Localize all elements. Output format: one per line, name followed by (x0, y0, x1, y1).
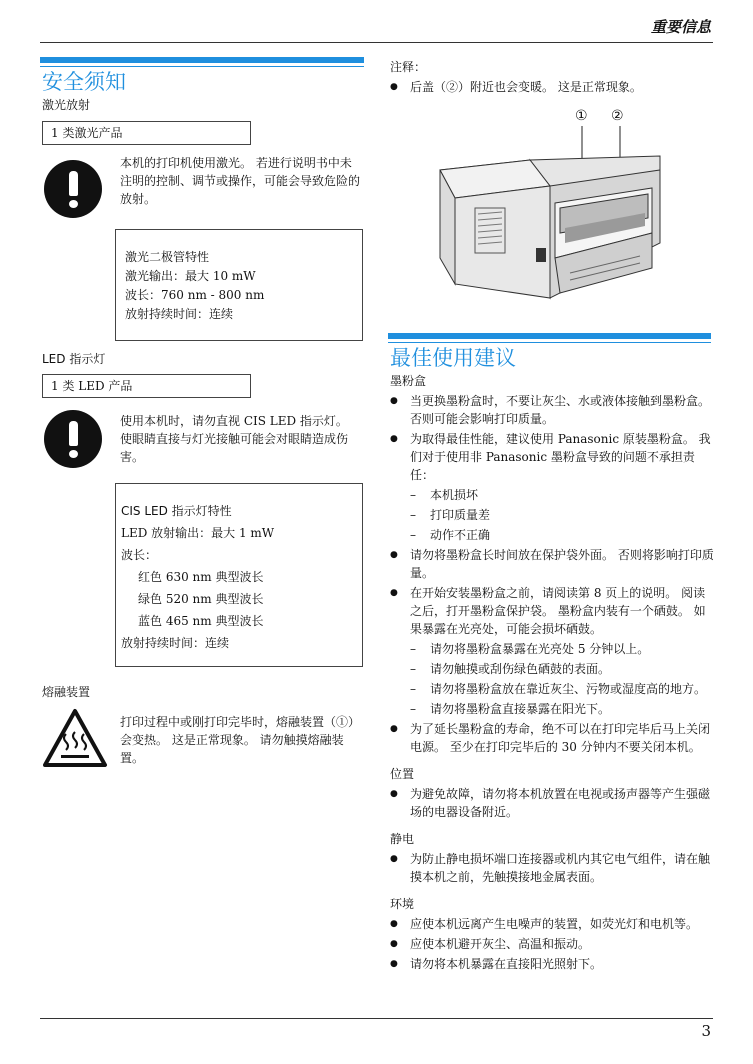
toner-subitem: – 请勿将墨粉盒暴露在光亮处 5 分钟以上。 (390, 640, 715, 658)
location-list (390, 785, 715, 821)
toner-subitem: – 打印质量差 (390, 506, 715, 524)
toner-heading: 墨粉盒 (390, 374, 427, 388)
toner-subitem: – 动作不正确 (390, 526, 715, 544)
environment-item: ● 请勿将本机暴露在直接阳光照射下。 (390, 955, 715, 973)
laser-spec-line: 放射持续时间：连续 (125, 307, 234, 321)
laser-heading: 激光放射 (42, 98, 91, 112)
section-title-best-use: 最佳使用建议 (390, 346, 516, 370)
laser-spec-box (115, 229, 363, 341)
section-title-safety: 安全须知 (42, 70, 126, 94)
page-number: 3 (701, 1022, 711, 1040)
led-warning-text: 使用本机时，请勿直视 CIS LED 指示灯。 使眼睛直接与灯光接触可能会对眼睛造成伤害。 (120, 414, 349, 464)
toner-sublist (390, 640, 715, 718)
footer-divider (40, 1018, 713, 1019)
led-spec-line: 波长： (121, 548, 158, 562)
static-heading: 静电 (390, 832, 415, 846)
toner-subitem: – 本机损坏 (390, 486, 715, 504)
laser-warning-text: 本机的打印机使用激光。 若进行说明书中未注明的控制、调节或操作，可能会导致危险的放射。 (120, 156, 361, 206)
header-divider (40, 42, 713, 43)
led-spec-box (115, 483, 363, 667)
static-list (390, 850, 715, 886)
toner-item: ● 请勿将墨粉盒长时间放在保护袋外面。 否则将影响打印质量。 (390, 546, 715, 582)
warning-icon (44, 160, 102, 218)
best-use-content (390, 372, 715, 975)
led-spec-line: LED 放射输出：最大 1 mW (121, 526, 275, 540)
laser-class-label: 1 类激光产品 (51, 126, 123, 140)
note-item: ● 后盖（②）附近也会变暖。 这是正常现象。 (390, 78, 715, 96)
toner-subitem: – 请勿触摸或刮伤绿色硒鼓的表面。 (390, 660, 715, 678)
note-label: 注释： (390, 60, 427, 74)
printer-rear-illustration (430, 108, 670, 308)
note-list (390, 78, 715, 98)
toner-item: ● 为了延长墨粉盒的寿命，绝不可以在打印完毕后马上关闭电源。 至少在打印完毕后的 30 分钟内不要关闭本机。 (390, 720, 715, 756)
environment-list (390, 915, 715, 973)
toner-item: ● 当更换墨粉盒时，不要让灰尘、水或液体接触到墨粉盒。 否则可能会影响打印质量。 (390, 392, 715, 428)
toner-list (390, 720, 715, 756)
toner-list (390, 392, 715, 484)
toner-subitem: – 请勿将墨粉盒放在靠近灰尘、污物或湿度高的地方。 (390, 680, 715, 698)
location-item: ● 为避免故障，请勿将本机放置在电视或扬声器等产生强磁场的电器设备附近。 (390, 785, 715, 821)
environment-heading: 环境 (390, 897, 415, 911)
led-class-label: 1 类 LED 产品 (51, 379, 133, 393)
section-bar (388, 333, 711, 339)
callout-2: ② (611, 108, 624, 124)
page-header-title: 重要信息 (650, 18, 711, 36)
callout-1: ① (575, 108, 588, 124)
warning-icon (44, 410, 102, 468)
led-spec-line: 红色 630 nm 典型波长 (138, 570, 264, 584)
section-bar (40, 57, 364, 63)
fuser-heading: 熔融装置 (42, 685, 91, 699)
fuser-text: 打印过程中或刚打印完毕时，熔融装置（①）会变热。 这是正常现象。 请勿触摸熔融装置。 (120, 715, 361, 765)
laser-spec-line: 激光输出：最大 10 mW (125, 269, 256, 283)
laser-spec-line: 波长：760 nm - 800 nm (125, 288, 265, 302)
toner-subitem: – 请勿将墨粉盒直接暴露在阳光下。 (390, 700, 715, 718)
led-class-box (42, 374, 251, 398)
led-spec-line: 放射持续时间：连续 (121, 636, 230, 650)
toner-list (390, 546, 715, 638)
static-item: ● 为防止静电损坏端口连接器或机内其它电气组件，请在触摸本机之前，先触摸接地金属表面。 (390, 850, 715, 886)
toner-item: ● 在开始安装墨粉盒之前，请阅读第 8 页上的说明。 阅读之后，打开墨粉盒保护袋。 墨粉盒内装有一个硒鼓。 如果暴露在光亮处，可能会损坏硒鼓。 (390, 584, 715, 638)
laser-class-box (42, 121, 251, 145)
toner-sublist (390, 486, 715, 544)
led-spec-title: CIS LED 指示灯特性 (121, 504, 232, 518)
environment-item: ● 应使本机避开灰尘、高温和振动。 (390, 935, 715, 953)
led-spec-line: 绿色 520 nm 典型波长 (138, 592, 264, 606)
laser-spec-title: 激光二极管特性 (125, 250, 210, 264)
environment-item: ● 应使本机远离产生电噪声的装置，如荧光灯和电机等。 (390, 915, 715, 933)
hot-surface-icon (42, 708, 108, 768)
led-spec-line: 蓝色 465 nm 典型波长 (138, 614, 264, 628)
toner-item: ● 为取得最佳性能，建议使用 Panasonic 原装墨粉盒。 我们对于使用非 Panasonic 墨粉盒导致的问题不承担责任： (390, 430, 715, 484)
location-heading: 位置 (390, 767, 415, 781)
led-heading: LED 指示灯 (42, 352, 106, 366)
